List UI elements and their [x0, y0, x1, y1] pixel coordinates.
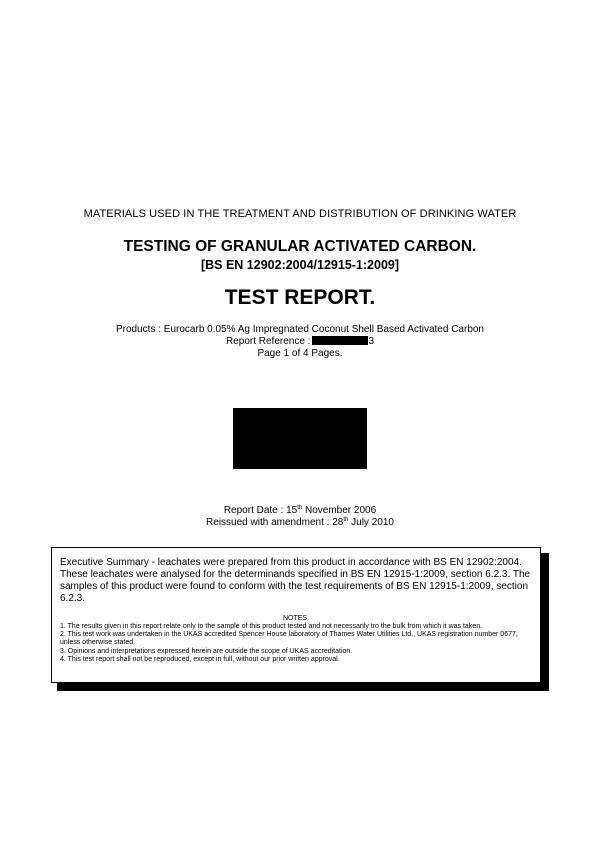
- reissued-date-prefix: Reissued with amendment : 28: [206, 517, 344, 528]
- executive-summary: Executive Summary - leachates were prepared from this product in accordance with BS EN 12902:2004. These leachates were analysed for the determinands specified in BS EN 12915-1:2009, section 6.2.3. The samples of this product were found to conform with the test requirements of BS EN 12915-1:2009, section 6.2.3.: [60, 557, 531, 604]
- page-number: Page 1 of 4 Pages.: [257, 348, 343, 359]
- report-title: TEST REPORT.: [224, 286, 376, 309]
- report-reference-label: Report Reference :: [225, 336, 311, 347]
- report-reference-tail: 3: [368, 336, 375, 347]
- note-item: 4. This test report shall not be reproduced, except in full, without our prior written approval.: [60, 655, 340, 663]
- summary-box: [51, 547, 541, 683]
- products-line: Products : Eurocarb 0.05% Ag Impregnated Coconut Shell Based Activated Carbon: [116, 324, 484, 335]
- report-date-prefix: Report Date : 15: [223, 505, 298, 516]
- reissued-date-suffix: July 2010: [348, 517, 394, 528]
- document-title: TESTING OF GRANULAR ACTIVATED CARBON.: [123, 238, 477, 255]
- note-item: 1. The results given in this report relate only to the sample of this product tested and not necessarily tro the bulk from which it was taken.: [60, 623, 483, 630]
- standard-reference: [BS EN 12902:2004/12915-1:2009]: [200, 258, 400, 272]
- reissued-date: [0, 517, 600, 528]
- report-date-suffix: November 2006: [302, 505, 377, 516]
- document-intro: MATERIALS USED IN THE TREATMENT AND DISTRIBUTION OF DRINKING WATER: [83, 208, 517, 220]
- note-item: 2. This test work was undertaken in the UKAS accredited Spencer House laboratory of Thames Water Utilities Ltd., UKAS registration number 0677, unless otherwise stated.: [60, 631, 518, 647]
- redacted-logo: [233, 408, 367, 469]
- reissued-date-sup: th: [343, 517, 349, 523]
- notes-title: NOTES.: [282, 615, 310, 622]
- redaction-bar: [312, 336, 368, 345]
- note-item: 3. Opinions and interpretations expressed herein are outside the scope of UKAS accreditation.: [60, 647, 353, 655]
- report-date-sup: th: [297, 505, 303, 511]
- report-reference-line: [0, 336, 600, 347]
- report-date: [0, 505, 600, 516]
